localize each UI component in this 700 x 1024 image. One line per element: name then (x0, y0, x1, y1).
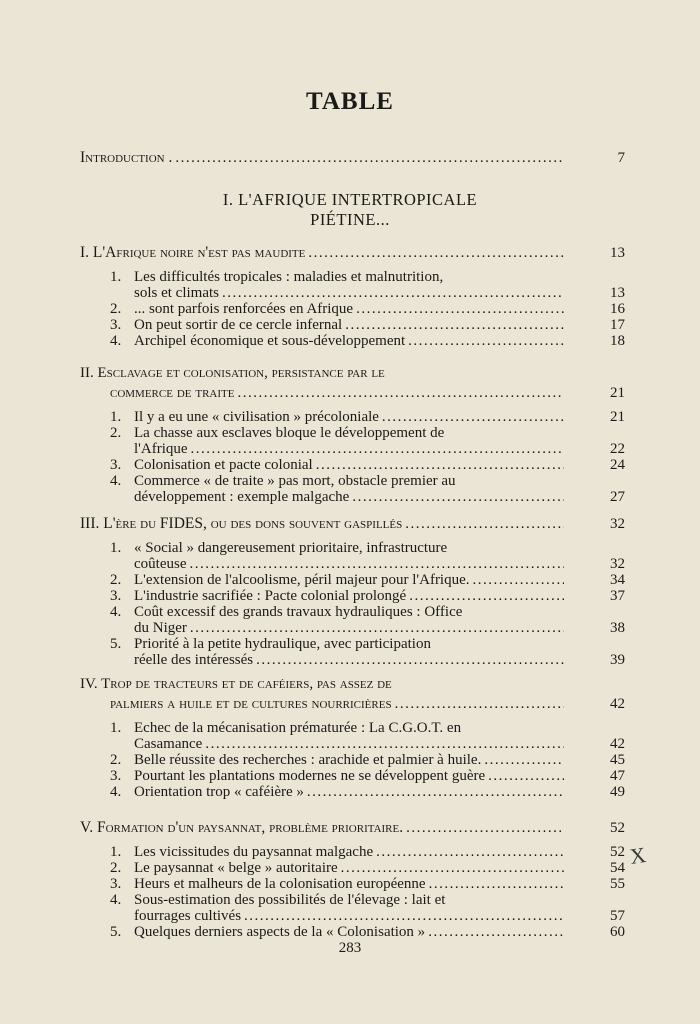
item-entry (134, 441, 625, 457)
item-entry (110, 301, 625, 317)
item-number: 1. (110, 844, 122, 860)
leader-dots (205, 736, 564, 752)
item-text-line1 (110, 588, 406, 604)
item-number: 4. (110, 604, 122, 620)
item-page: 34 (610, 572, 625, 588)
item-entry (110, 844, 625, 860)
item-page: 47 (610, 768, 625, 784)
item-page: 52 (610, 844, 625, 860)
item-text-line1 (110, 720, 461, 736)
section-title-cont: commerce de traite (110, 384, 235, 401)
item-entry (110, 317, 625, 333)
item-number: 5. (110, 924, 122, 940)
item-text: Sous-estimation des possibilités de l'élevage : lait et (134, 892, 446, 908)
item-page: 17 (610, 317, 625, 333)
item-text: Les vicissitudes du paysannat malgache (134, 844, 374, 860)
item-text: Archipel économique et sous-développement (134, 333, 406, 349)
section-title: V. Formation d'un paysannat, problème prioritaire. (80, 819, 404, 836)
item-entry (110, 860, 625, 876)
item-text-line1 (110, 844, 373, 860)
item-text: Echec de la mécanisation prématurée : La C.G.O.T. en (134, 720, 462, 736)
item-entry (110, 784, 625, 800)
section-page: 32 (610, 516, 625, 532)
item-text: Il y a eu une « civilisation » précoloniale (134, 409, 379, 425)
leader-dots (307, 784, 564, 800)
item-page: 49 (610, 784, 625, 800)
item-text: Belle réussite des recherches : arachide et palmier à huile. (134, 752, 482, 768)
item-text: Quelques derniers aspects de la « Colonisation » (134, 924, 426, 940)
item-text-line1 (110, 269, 443, 285)
item-text-line1 (110, 752, 481, 768)
item-number: 1. (110, 269, 122, 285)
leader-dots (488, 768, 564, 784)
leader-dots (191, 441, 564, 457)
leader-dots (408, 333, 564, 349)
item-entry (110, 572, 625, 588)
item-page: 16 (610, 301, 625, 317)
item-text-line1 (110, 301, 353, 317)
page-title: TABLE (306, 88, 394, 115)
section-entry (110, 695, 625, 712)
leader-dots (382, 409, 564, 425)
item-text: Pourtant les plantations modernes ne se développent guère (134, 768, 486, 784)
item-page: 24 (610, 457, 625, 473)
item-text-line1 (110, 572, 470, 588)
item-text: Coût excessif des grands travaux hydrauliques : Office (134, 604, 463, 620)
item-page: 39 (610, 652, 625, 668)
page-number: 283 (338, 940, 362, 956)
item-text: ... sont parfois renforcées en Afrique (134, 301, 354, 317)
item-entry (134, 285, 625, 301)
item-entry (110, 768, 625, 784)
item-number: 3. (110, 876, 122, 892)
section-entry (80, 244, 625, 261)
introduction-label: Introduction . (80, 149, 173, 166)
item-page: 37 (610, 588, 625, 604)
leader-dots (395, 696, 564, 712)
section-title: I. L'Afrique noire n'est pas maudite (80, 244, 306, 261)
leader-dots (341, 860, 564, 876)
item-number: 1. (110, 720, 122, 736)
item-text: Priorité à la petite hydraulique, avec participation (134, 636, 431, 652)
item-page: 21 (610, 409, 625, 425)
part-heading-line2: PIÉTINE... (310, 210, 390, 229)
leader-dots (429, 876, 564, 892)
leader-dots (256, 652, 564, 668)
item-page: 32 (610, 556, 625, 572)
item-text-line2: fourrages cultivés (134, 908, 242, 924)
section-entry (80, 819, 625, 836)
item-entry (134, 620, 625, 636)
item-text: On peut sortir de ce cercle infernal (134, 317, 343, 333)
item-text-line2: l'Afrique (134, 441, 188, 457)
item-text-line1 (110, 540, 447, 556)
item-text: Orientation trop « caféière » (134, 784, 304, 800)
leader-dots (222, 285, 564, 301)
leader-dots (237, 385, 564, 401)
item-text: Colonisation et pacte colonial (134, 457, 313, 473)
item-page: 57 (610, 908, 625, 924)
item-entry (110, 752, 625, 768)
item-number: 1. (110, 409, 122, 425)
leader-dots (484, 752, 564, 768)
item-number: 2. (110, 572, 122, 588)
item-entry (110, 924, 625, 940)
leader-dots (190, 620, 564, 636)
section-title-cont: palmiers a huile et de cultures nourricières (110, 695, 392, 712)
item-text-line1 (110, 425, 444, 441)
leader-dots (175, 150, 564, 166)
item-entry (134, 556, 625, 572)
item-text-line1 (110, 457, 313, 473)
item-number: 2. (110, 752, 122, 768)
item-text: « Social » dangereusement prioritaire, infrastructure (134, 540, 448, 556)
item-text: L'industrie sacrifiée : Pacte colonial prolongé (134, 588, 407, 604)
item-number: 3. (110, 588, 122, 604)
item-text-line1 (110, 892, 445, 908)
leader-dots (345, 317, 564, 333)
leader-dots (409, 588, 564, 604)
item-entry (134, 908, 625, 924)
leader-dots (376, 844, 564, 860)
item-text: L'extension de l'alcoolisme, péril majeur pour l'Afrique. (134, 572, 470, 588)
item-number: 3. (110, 768, 122, 784)
item-text: La chasse aux esclaves bloque le développement de (134, 425, 445, 441)
item-text-line1 (110, 409, 379, 425)
item-page: 18 (610, 333, 625, 349)
leader-dots (428, 924, 564, 940)
section-entry (110, 384, 625, 401)
leader-dots (473, 572, 564, 588)
item-number: 2. (110, 301, 122, 317)
item-number: 3. (110, 457, 122, 473)
item-text-line1 (110, 768, 485, 784)
item-entry (110, 409, 625, 425)
item-text: Commerce « de traite » pas mort, obstacle premier au (134, 473, 456, 489)
section-page: 21 (610, 385, 625, 401)
item-page: 13 (610, 285, 625, 301)
section-page: 52 (610, 820, 625, 836)
item-text: Le paysannat « belge » autoritaire (134, 860, 338, 876)
leader-dots (406, 820, 564, 836)
section-entry (80, 515, 625, 532)
item-text: Les difficultés tropicales : maladies et malnutrition, (134, 269, 444, 285)
part-heading-line1: I. L'AFRIQUE INTERTROPICALE (222, 190, 478, 209)
item-number: 5. (110, 636, 122, 652)
item-page: 42 (610, 736, 625, 752)
item-page: 22 (610, 441, 625, 457)
leader-dots (308, 245, 564, 261)
leader-dots (405, 516, 564, 532)
item-text-line2: Casamance (134, 736, 203, 752)
item-entry (134, 489, 625, 505)
section-page: 42 (610, 696, 625, 712)
item-number: 3. (110, 317, 122, 333)
item-page: 45 (610, 752, 625, 768)
leader-dots (316, 457, 564, 473)
item-text-line2: coûteuse (134, 556, 187, 572)
item-number: 1. (110, 540, 122, 556)
item-text-line1 (110, 860, 338, 876)
item-text-line2: sols et climats (134, 285, 219, 301)
toc-introduction (80, 149, 625, 166)
item-page: 38 (610, 620, 625, 636)
leader-dots (244, 908, 564, 924)
item-entry (110, 333, 625, 349)
section-title: III. L'ère du FIDES, ou des dons souvent gaspillés (80, 515, 403, 532)
item-text-line1 (110, 636, 431, 652)
item-text-line1 (110, 473, 456, 489)
item-page: 55 (610, 876, 625, 892)
item-number: 4. (110, 892, 122, 908)
item-page: 54 (610, 860, 625, 876)
item-entry (134, 736, 625, 752)
item-text-line1 (110, 317, 342, 333)
section-title: IV. Trop de tracteurs et de caféiers, pas assez de (80, 676, 392, 692)
item-entry (110, 588, 625, 604)
leader-dots (356, 301, 564, 317)
leader-dots (189, 556, 564, 572)
item-text-line2: réelle des intéressés (134, 652, 254, 668)
item-text-line1 (110, 876, 426, 892)
leader-dots (352, 489, 564, 505)
item-number: 2. (110, 425, 122, 441)
item-text-line2: du Niger (134, 620, 187, 636)
introduction-page: 7 (617, 150, 625, 166)
item-text-line1 (110, 784, 304, 800)
item-page: 27 (610, 489, 625, 505)
item-text-line2: développement : exemple malgache (134, 489, 350, 505)
item-entry (134, 652, 625, 668)
item-text-line1 (110, 924, 425, 940)
item-text-line1 (110, 604, 462, 620)
section-page: 13 (610, 245, 625, 261)
part-heading (0, 190, 700, 230)
section-title: II. Esclavage et colonisation, persistance par le (80, 365, 385, 381)
item-text: Heurs et malheurs de la colonisation européenne (134, 876, 426, 892)
item-entry (110, 457, 625, 473)
item-number: 4. (110, 473, 122, 489)
item-entry (110, 876, 625, 892)
item-number: 4. (110, 333, 122, 349)
item-page: 60 (610, 924, 625, 940)
item-number: 4. (110, 784, 122, 800)
item-number: 2. (110, 860, 122, 876)
handwritten-mark: X (628, 842, 648, 869)
item-text-line1 (110, 333, 405, 349)
